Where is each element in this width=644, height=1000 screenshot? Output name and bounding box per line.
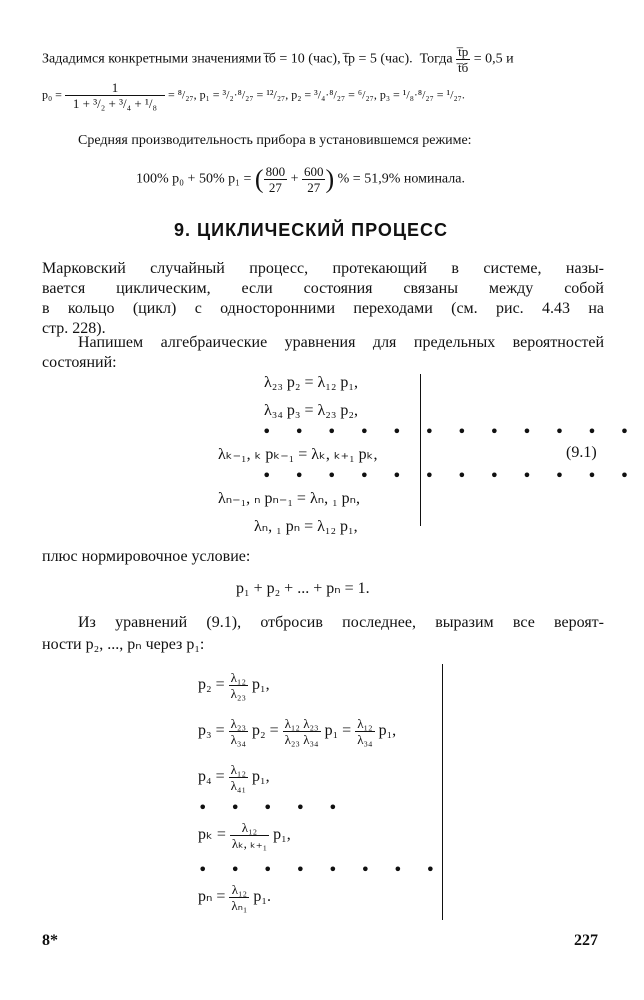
system2-dots1: • • • • • — [198, 798, 347, 817]
pn-fraction — [229, 882, 249, 913]
page-number: 227 — [574, 932, 598, 949]
signature-mark: 8* — [42, 932, 58, 949]
tb-value: t̅б = 10 (час), — [264, 51, 341, 67]
probabilities-rest: = ⁸/₂₇, p₁ = ³/₂·⁸/₂₇ = ¹²/₂₇, p₂ = ³/₄·⁸/₂₇ = ⁶/₂₇, p₃ = ¹/₈·⁸/₂₇ = ¹/₂₇. — [167, 87, 465, 102]
ratio-value: = 0,5 и — [473, 51, 514, 67]
p3-frac2-den: λ₂₃ λ₃₄ — [284, 732, 319, 747]
norm-intro: плюс нормировочное условие: — [42, 548, 251, 565]
plus-sign: + — [290, 171, 299, 187]
eq91-number: (9.1) — [566, 444, 597, 461]
p0-label: p₀ = — [42, 87, 62, 102]
given-values-text: Зададимся конкретными значениями — [42, 51, 262, 67]
para3-line1: Из уравнений (9.1), отбросив последнее, выразим все вероят- — [78, 614, 604, 631]
para1-line4: стр. 228). — [42, 320, 106, 337]
p2-rhs: p₁, — [251, 676, 270, 694]
p2-den: λ₂₃ — [230, 686, 246, 701]
eq91-row4: λₙ₋₁, ₙ pₙ₋₁ = λₙ, ₁ pₙ, — [218, 490, 361, 507]
given-values-line — [42, 44, 514, 75]
p3-frac1-num: λ₂₃ — [230, 716, 246, 731]
pn-lhs: pₙ = — [198, 888, 226, 906]
performance-right: % = 51,9% номинала. — [337, 171, 465, 187]
p3-frac3-num: λ₁₂ — [357, 716, 373, 731]
p0-num: 1 — [65, 80, 165, 96]
p3-lhs: p₃ = — [198, 722, 225, 740]
performance-left: 100% p₀ + 50% p₁ = — [136, 171, 252, 187]
p4-num: λ₁₂ — [230, 762, 246, 777]
p3-frac2-num: λ₁₂ λ₂₃ — [284, 716, 319, 731]
para3-line2: ности p₂, ..., pₙ через p₁: — [42, 636, 205, 653]
frac-800 — [264, 164, 288, 195]
eq91-dots1: • • • • • • • • • • • • — [262, 422, 639, 441]
p4-fraction — [229, 762, 248, 793]
pk-rhs: p₁, — [273, 826, 291, 844]
ratio-num: t̅р — [456, 44, 470, 60]
frac-800-num: 800 — [265, 164, 286, 179]
p2-expression — [198, 670, 270, 701]
system2-brace — [436, 664, 443, 920]
togda-word: Тогда — [419, 51, 453, 67]
eq91-row3: λₖ₋₁, ₖ pₖ₋₁ = λₖ, ₖ₊₁ pₖ, — [218, 446, 378, 463]
p3-expression — [198, 716, 396, 747]
p3-rhs: p₁, — [378, 722, 397, 740]
para2-line2: состояний: — [42, 354, 117, 371]
p3-frac1 — [229, 716, 248, 747]
p4-den: λ₄₁ — [230, 778, 246, 793]
para1-line2: вается циклическим, если состояния связаны между собой — [42, 280, 604, 297]
section-heading: 9. ЦИКЛИЧЕСКИЙ ПРОЦЕСС — [174, 220, 449, 240]
eq91-dots2: • • • • • • • • • • • • — [262, 466, 639, 485]
ratio-den: t̅б — [458, 60, 469, 75]
p4-rhs: p₁, — [251, 768, 270, 786]
para1-line1: Марковский случайный процесс, протекающий в системе, назы- — [42, 260, 604, 277]
frac-600-den: 27 — [307, 180, 321, 195]
para1-line3: в кольцо (цикл) с односторонними переходами (см. рис. 4.43 на — [42, 300, 604, 317]
pn-num: λ₁₂ — [229, 882, 249, 898]
frac-600 — [302, 164, 326, 195]
p2-num: λ₁₂ — [230, 670, 246, 685]
pn-rhs: p₁. — [253, 888, 271, 906]
pk-num: λ₁₂ — [230, 820, 269, 836]
norm-equation: p₁ + p₂ + ... + pₙ = 1. — [236, 580, 370, 597]
pn-expression — [198, 882, 271, 913]
p0-den: 1 + ³/₂ + ³/₄ + ¹/₈ — [72, 96, 158, 111]
para2-line1: Напишем алгебраические уравнения для предельных вероятностей — [78, 334, 604, 351]
p3-mid1: p₂ = — [251, 722, 279, 740]
p3-frac1-den: λ₃₄ — [230, 732, 246, 747]
eq91-brace — [414, 374, 421, 526]
frac-600-num: 600 — [303, 164, 324, 179]
pk-lhs: pₖ = — [198, 826, 226, 844]
p0-fraction — [65, 80, 165, 111]
pn-den: λₙ₁ — [231, 898, 248, 913]
eq91-row1: λ₂₃ p₂ = λ₁₂ p₁, — [264, 374, 359, 391]
system2-dots2: • • • • • • • • — [198, 860, 445, 879]
p4-lhs: p₄ = — [198, 768, 225, 786]
eq91-row5: λₙ, ₁ pₙ = λ₁₂ p₁, — [254, 518, 358, 535]
eq91-row2: λ₃₄ p₃ = λ₂₃ p₂, — [264, 402, 359, 419]
tp-value: t̅р = 5 (час). — [344, 51, 413, 67]
p3-frac3 — [355, 716, 374, 747]
pk-expression — [198, 820, 291, 851]
performance-formula: 100% p₀ + 50% p₁ = ( $\frac{800}{27}$ + $\frac{600}{27}$ ) % = 51,9% номинала. — [136, 164, 465, 195]
pk-fraction — [230, 820, 269, 851]
p2-fraction — [229, 670, 248, 701]
performance-intro: Средняя производительность прибора в установившемся режиме: — [78, 133, 472, 148]
p4-expression — [198, 762, 270, 793]
p3-frac3-den: λ₃₄ — [357, 732, 373, 747]
p3-frac2 — [283, 716, 321, 747]
p2-lhs: p₂ = — [198, 676, 225, 694]
ratio-fraction — [456, 44, 470, 75]
probabilities-line — [42, 80, 465, 111]
frac-800-den: 27 — [268, 180, 282, 195]
pk-den: λₖ, ₖ₊₁ — [231, 836, 268, 851]
p3-mid2: p₁ = — [324, 722, 352, 740]
